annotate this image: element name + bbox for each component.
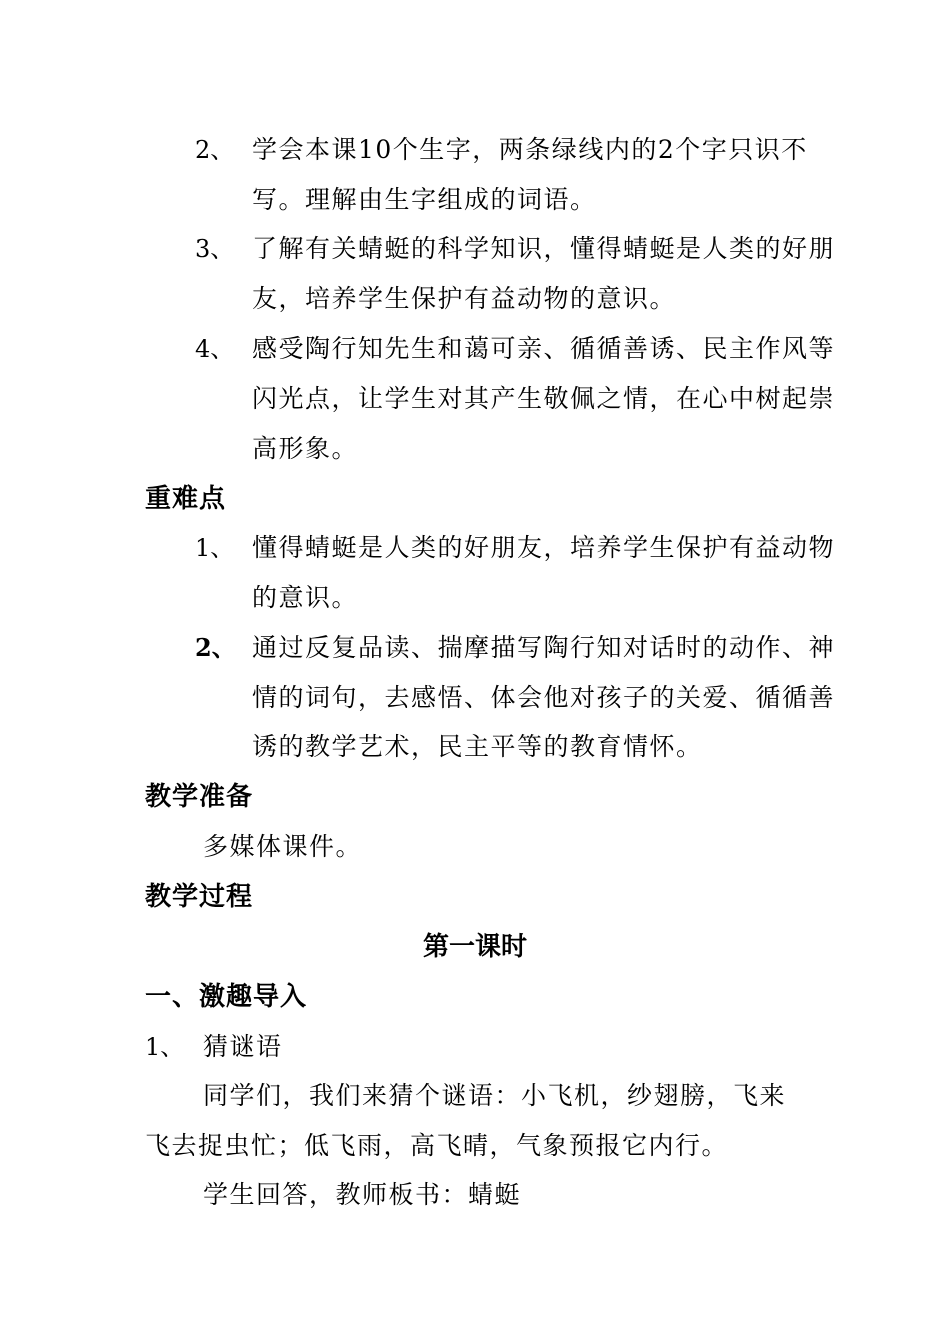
riddle-paragraph-line: 飞去捉虫忙；低飞雨，高飞晴，气象预报它内行。: [145, 1131, 729, 1160]
section-title: 一、激趣导入: [145, 982, 308, 1012]
lesson-title: 第一课时: [422, 932, 527, 962]
objective-text-line: 写。理解由生字组成的词语。: [252, 185, 597, 214]
objective-number: 2、: [195, 136, 235, 164]
objective-text-line: 了解有关蜻蜓的科学知识，懂得蜻蜓是人类的好朋: [252, 234, 836, 263]
key-point-text-line: 的意识。: [252, 583, 359, 612]
objective-text-line: 闪光点，让学生对其产生敬佩之情，在心中树起崇: [252, 384, 836, 413]
objective-text-line: 感受陶行知先生和蔼可亲、循循善诱、民主作风等: [252, 334, 836, 363]
objective-number: 4、: [195, 335, 235, 363]
step-number: 1、: [145, 1033, 185, 1061]
preparation-text: 多媒体课件。: [203, 832, 363, 861]
objective-text-line: 友，培养学生保护有益动物的意识。: [252, 284, 677, 313]
key-points-heading: 重难点: [145, 484, 227, 514]
answer-text: 学生回答，教师板书：蜻蜓: [203, 1180, 522, 1209]
objective-text-line: 学会本课10个生字，两条绿线内的2个字只识不: [252, 135, 808, 164]
key-point-text-line: 懂得蜻蜓是人类的好朋友，培养学生保护有益动物: [252, 533, 836, 562]
key-point-number: 1、: [195, 534, 235, 562]
objective-number: 3、: [195, 235, 235, 263]
key-point-text-line: 诱的教学艺术，民主平等的教育情怀。: [252, 732, 703, 761]
key-point-text-line: 情的词句，去感悟、体会他对孩子的关爱、循循善: [252, 683, 836, 712]
preparation-heading: 教学准备: [145, 782, 254, 812]
key-point-number: 2、: [195, 633, 236, 662]
step-label: 猜谜语: [203, 1032, 283, 1061]
riddle-paragraph-line: 同学们，我们来猜个谜语：小飞机，纱翅膀，飞来: [203, 1081, 787, 1110]
key-point-text-line: 通过反复品读、揣摩描写陶行知对话时的动作、神: [252, 633, 836, 662]
objective-text-line: 高形象。: [252, 434, 359, 463]
process-heading: 教学过程: [145, 882, 254, 912]
